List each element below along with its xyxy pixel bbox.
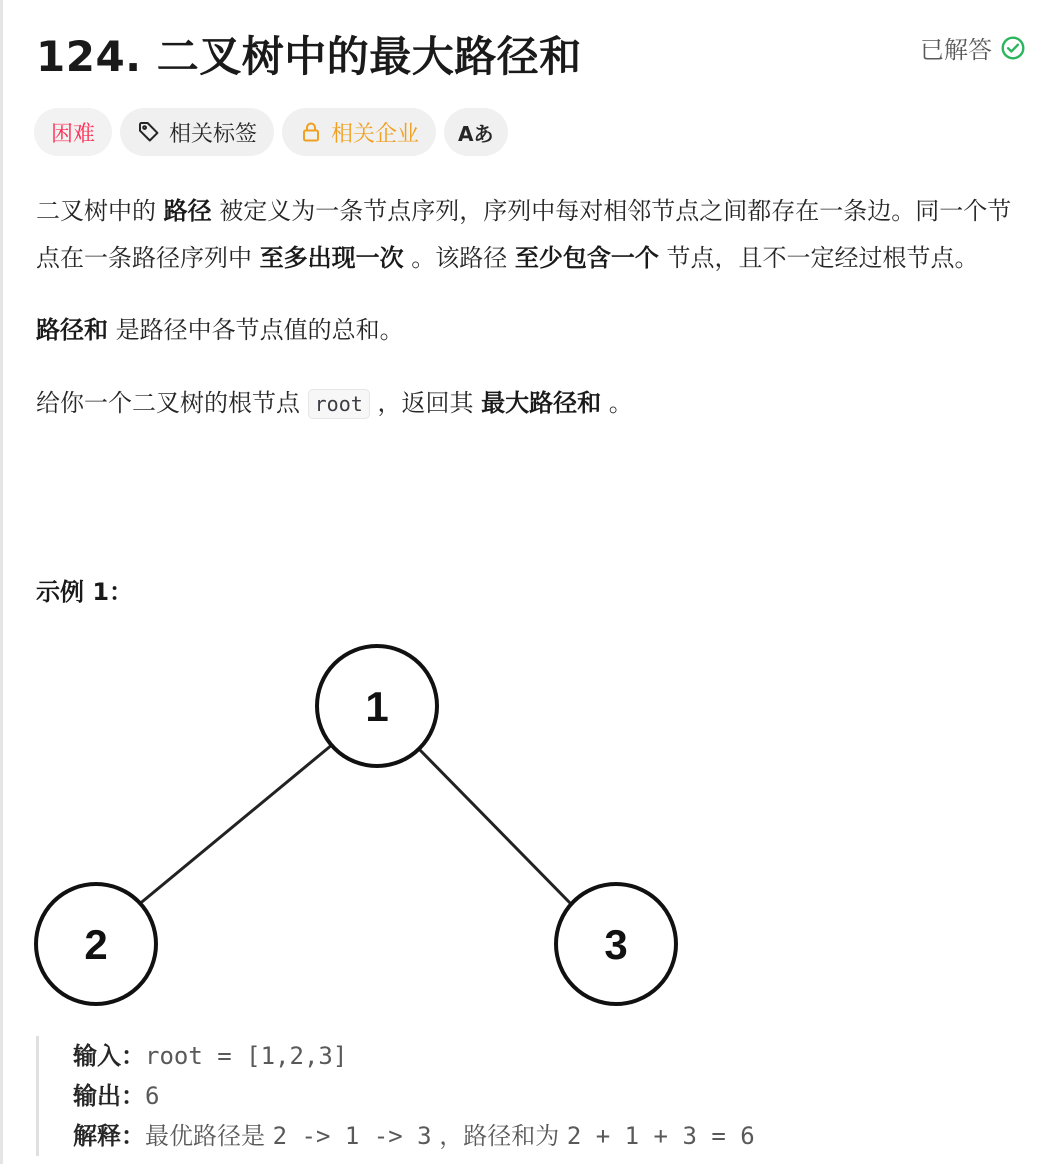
example-input-row [73,1036,1033,1076]
related-tags-label: 相关标签 [169,121,258,147]
tag-icon [137,120,161,144]
lock-icon [299,120,323,144]
tree-node-root-label: 1 [365,683,389,730]
desc-paragraph-1: 二叉树中的 路径 被定义为一条节点序列，序列中每对相邻节点之间都存在一条边。同一个节点在一条路径序列中 至多出现一次 。该路径 至少包含一个 节点，且不一定经过根节点。 [36,197,1012,272]
translate-button[interactable] [444,108,507,156]
solved-status [920,30,1026,65]
tree-node-left-label: 2 [84,921,108,968]
left-divider [0,0,3,1164]
problem-title[interactable]: 124. 二叉树中的最大路径和 [36,32,582,81]
difficulty-badge[interactable] [34,108,112,156]
explain-label: 解释： [73,1122,145,1150]
problem-description [36,188,1016,428]
example-1-block [36,1036,1033,1156]
problem-header [36,18,1026,82]
tree-edge-right [418,748,572,905]
check-circle-icon [1000,35,1026,61]
desc-paragraph-2: 路径和 是路径中各节点值的总和。 [36,316,404,344]
difficulty-label: 困难 [51,121,96,147]
output-value: 6 [145,1082,160,1110]
desc-paragraph-3: 给你一个二叉树的根节点 root ，返回其 最大路径和 。 [36,389,633,417]
translate-icon: Aあ [458,121,494,146]
example-1-heading: 示例 1： [36,578,134,606]
input-value: root = [1,2,3] [145,1042,348,1070]
example-tree-diagram [30,636,690,1008]
inline-code-root: root [308,389,370,419]
example-explain-row: 解释：最优路径是 2 -> 1 -> 3 ，路径和为 2 + 1 + 3 = 6 [73,1122,755,1150]
input-label: 输入： [73,1042,145,1070]
related-companies-label: 相关企业 [331,121,420,147]
tree-node-right-label: 3 [604,921,628,968]
example-output-row [73,1076,1033,1116]
related-companies-button[interactable] [282,108,436,156]
tree-edge-left [137,744,333,906]
related-tags-button[interactable] [120,108,274,156]
tag-bar [34,108,508,156]
output-label: 输出： [73,1082,145,1110]
solved-label: 已解答 [920,36,992,64]
